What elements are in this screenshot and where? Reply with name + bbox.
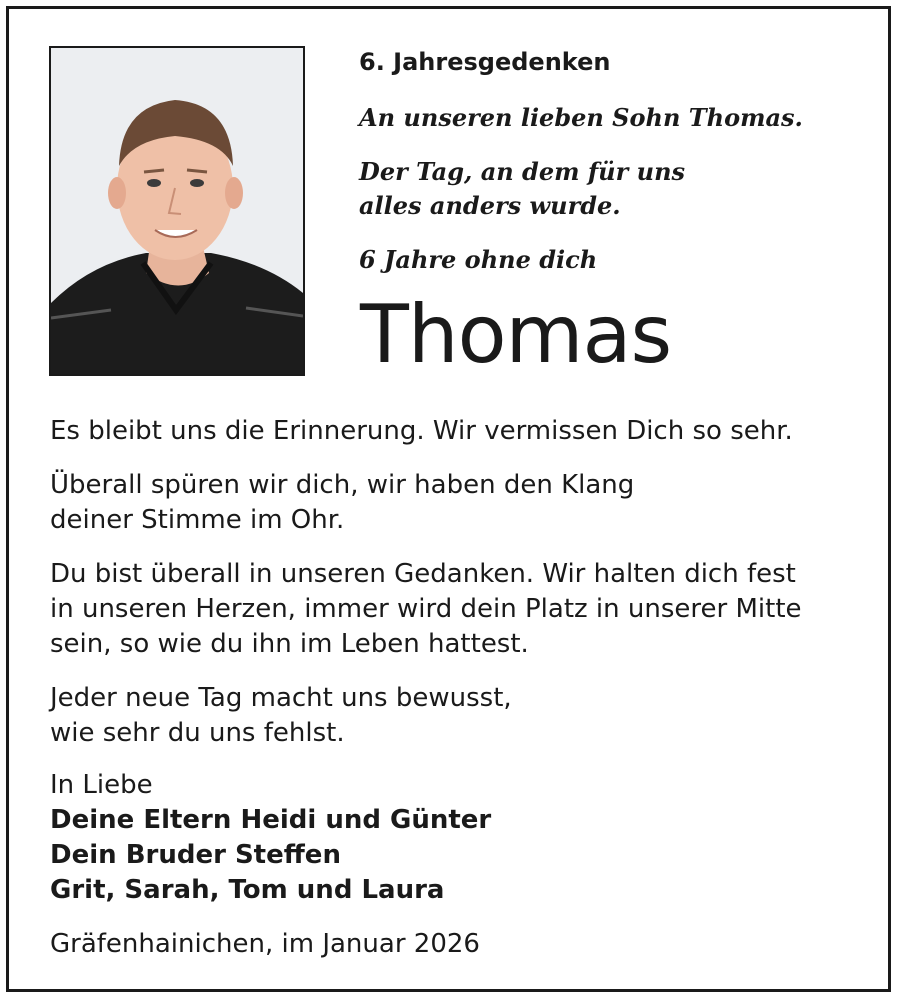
paragraph-missing [50, 681, 512, 751]
paragraph-line: Es bleibt uns die Erinnerung. Wir vermissen Dich so sehr. [50, 416, 793, 446]
paragraph-line: sein, so wie du ihn im Leben hattest. [50, 629, 529, 659]
paragraph-voice [50, 468, 634, 538]
quote-lines [359, 155, 685, 223]
years-line: 6 Jahre ohne dich [359, 245, 598, 274]
closing-greeting: In Liebe [50, 770, 153, 800]
dedication-line: An unseren lieben Sohn Thomas. [359, 103, 803, 132]
deceased-name: Thomas [360, 288, 672, 381]
signature-line: Dein Bruder Steffen [50, 840, 341, 870]
paragraph-line: deiner Stimme im Ohr. [50, 505, 345, 535]
place-date: Gräfenhainichen, im Januar 2026 [50, 929, 480, 959]
paragraph-memory [50, 414, 793, 449]
quote-line: alles anders wurde. [359, 191, 621, 220]
paragraph-line: wie sehr du uns fehlst. [50, 718, 345, 748]
portrait-icon [51, 48, 303, 374]
paragraph-line: in unseren Herzen, immer wird dein Platz in unserer Mitte [50, 594, 802, 624]
signature-line: Deine Eltern Heidi und Günter [50, 805, 492, 835]
closing-block [50, 768, 491, 908]
paragraph-thoughts [50, 557, 802, 662]
anniversary-title: 6. Jahresgedenken [359, 48, 611, 76]
signature-line: Grit, Sarah, Tom und Laura [50, 875, 445, 905]
paragraph-line: Überall spüren wir dich, wir haben den Klang [50, 470, 635, 500]
paragraph-line: Du bist überall in unseren Gedanken. Wir halten dich fest [50, 559, 796, 589]
quote-line: Der Tag, an dem für uns [359, 157, 686, 186]
portrait-photo [49, 46, 305, 376]
paragraph-line: Jeder neue Tag macht uns bewusst, [50, 683, 512, 713]
